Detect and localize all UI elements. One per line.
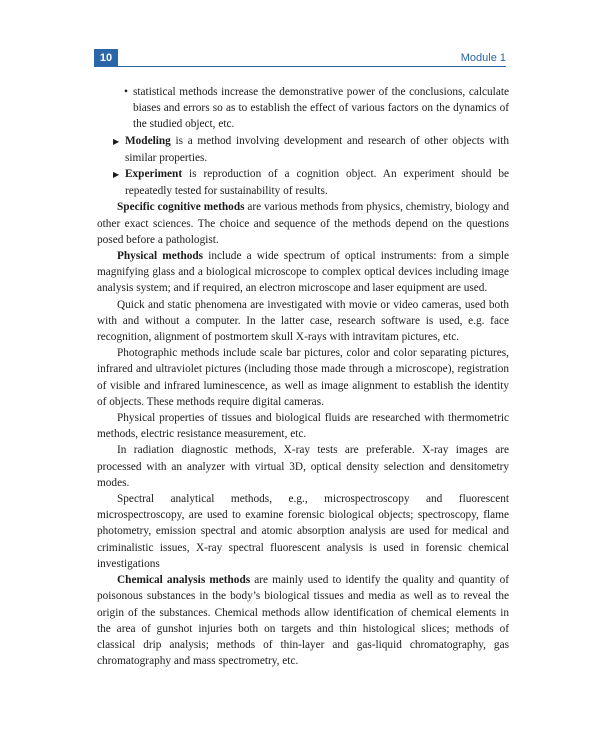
paragraph bbox=[97, 345, 509, 410]
paragraph-text: are mainly used to identify the quality and quantity of poisonous substances in the body’s biological tissues and media as well as to reveal the origin of the substances. Chemical methods allow identification of chemical elements in the area of gunshot injuries both on targets and thin histological slices; methods of classical drip analysis; methods of thin-layer and gas-liquid chromatography, gas chromatography and mass spectrometry, etc. bbox=[97, 574, 509, 668]
bullet-item bbox=[97, 84, 509, 133]
term-label: Modeling bbox=[125, 134, 171, 147]
paragraph-text: Spectral analytical methods, e.g., microspectroscopy and fluorescent microspectroscopy, are used to examine forensic biological objects; spectroscopy, flame photometry, emission spectral and atomic absorption analysis are used for medical and criminalistic issues, X-ray spectral fluorescent analysis is used in forensic chemical investigations bbox=[97, 493, 509, 570]
paragraph bbox=[97, 410, 509, 442]
paragraph bbox=[97, 199, 509, 248]
paragraph-text: Quick and static phenomena are investigated with movie or video cameras, used both with and without a computer. In the latter case, research software is used, e.g. face recognition, alignment of postmortem skull X-rays with intravitam pictures, etc. bbox=[97, 298, 509, 344]
page-header bbox=[94, 49, 506, 67]
term-label: Physical methods bbox=[117, 250, 204, 263]
paragraph-text: In radiation diagnostic methods, X-ray tests are preferable. X-ray images are processed with an analyzer with virtual 3D, optical density selection and densitometry modes. bbox=[97, 444, 509, 489]
paragraph bbox=[97, 297, 509, 346]
arrow-item bbox=[97, 166, 509, 199]
paragraph-text: Photographic methods include scale bar pictures, color and color separating pictures, infrared and ultraviolet pictures (including those made through a microscope), registration of visible and infrared luminescence, as well as image alignment to establish the identity of objects. These methods require digital cameras. bbox=[97, 347, 509, 408]
definition-text: is a method involving development and research of other objects with similar properties. bbox=[125, 134, 509, 164]
paragraph bbox=[97, 491, 509, 572]
term-label: Chemical analysis methods bbox=[117, 574, 251, 587]
paragraph-text: are various methods from physics, chemistry, biology and other exact sciences. The choice and sequence of the methods depend on the questions posed before a pathologist. bbox=[97, 201, 509, 246]
paragraph-text: Physical properties of tissues and biological fluids are researched with thermometric methods, electric resistance measurement, etc. bbox=[97, 412, 509, 441]
page-number: 10 bbox=[94, 49, 118, 67]
bullet-text: statistical methods increase the demonstrative power of the conclusions, calculate biases and errors so as to establish the effect of various factors on the dynamics of the studied object, etc. bbox=[133, 86, 509, 131]
arrow-bullet-icon: ▶ bbox=[113, 170, 120, 180]
bullet-icon: • bbox=[124, 86, 128, 98]
module-title: Module 1 bbox=[460, 52, 506, 64]
arrow-bullet-icon: ▶ bbox=[113, 136, 120, 146]
page-body bbox=[97, 84, 509, 669]
paragraph bbox=[97, 248, 509, 297]
term-label: Specific cognitive methods bbox=[117, 201, 245, 214]
paragraph bbox=[97, 572, 509, 669]
paragraph bbox=[97, 442, 509, 491]
paragraph-text: include a wide spectrum of optical instruments: from a simple magnifying glass and a biological microscope to complex optical devices including image analysis system; and if required, an electron microscope and laser equipment are used. bbox=[97, 250, 509, 295]
term-label: Experiment bbox=[125, 168, 183, 181]
arrow-item bbox=[97, 133, 509, 166]
header-rule bbox=[118, 66, 506, 67]
definition-text: is reproduction of a cognition object. An experiment should be repeatedly tested for sustainability of results. bbox=[125, 168, 509, 198]
